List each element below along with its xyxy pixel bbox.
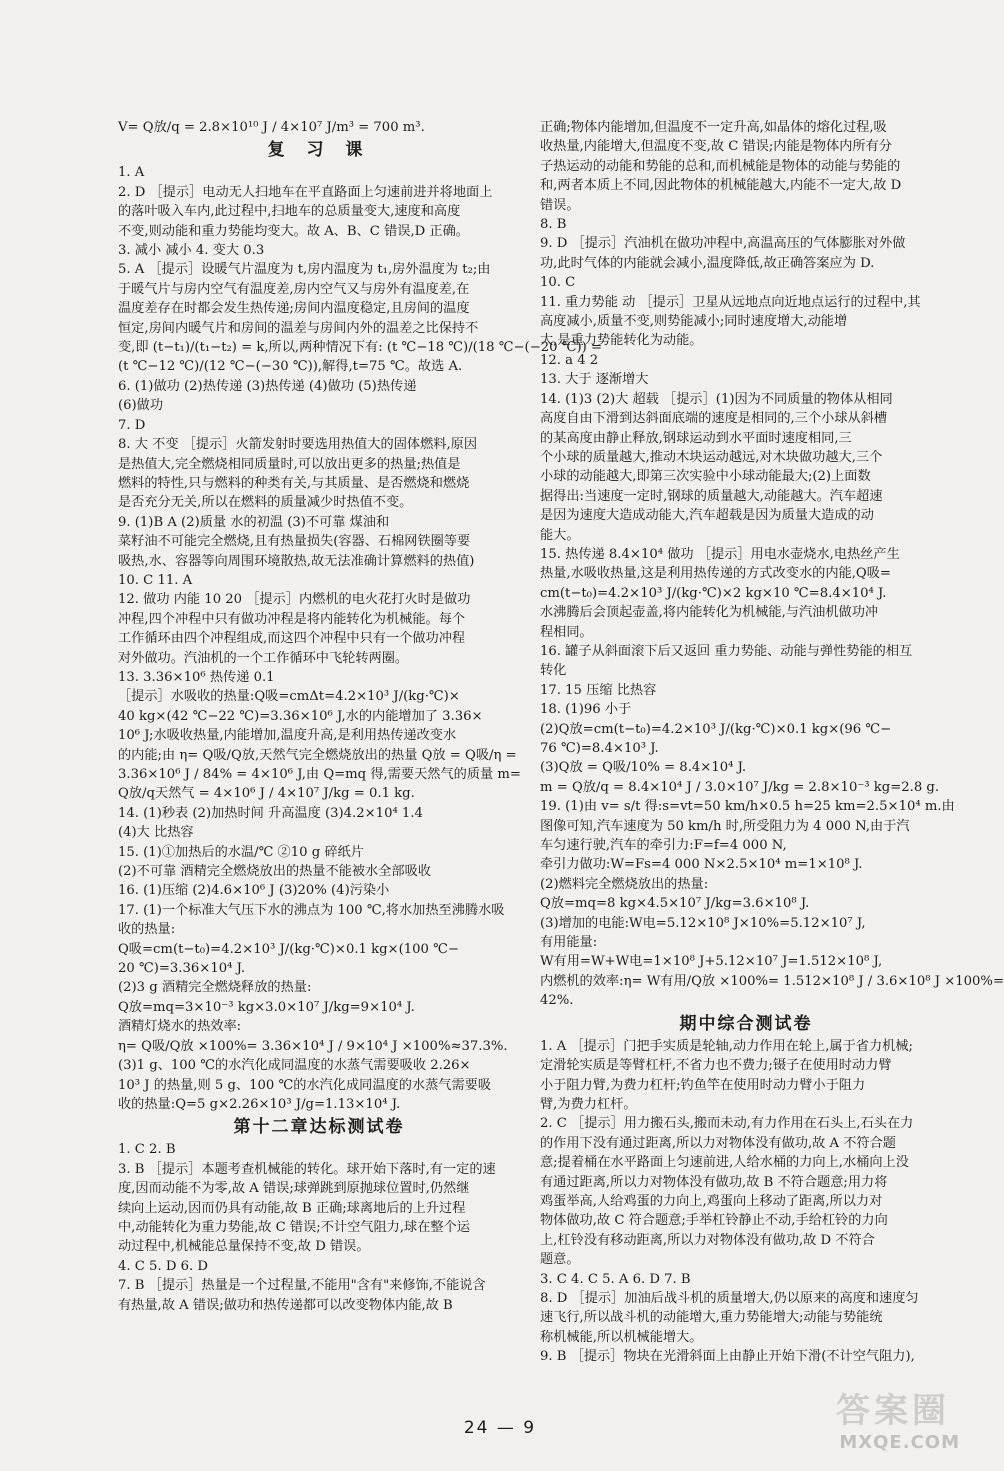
answer-line: (2)燃料完全燃烧放出的热量: [540, 876, 709, 892]
answer-line: 3. B ［提示］本题考查机械能的转化。球开始下落时,有一定的速 [118, 1161, 496, 1177]
answer-line: 是因为速度大造成动能大,汽车超载是因为质量大造成的动 [540, 508, 874, 524]
answer-line: 动过程中,机械能总量保持不变,故 D 错误。 [118, 1239, 370, 1255]
answer-line: W有用=W+W电=1×10⁸ J+5.12×10⁷ J=1.512×10⁸ J, [540, 954, 883, 970]
answer-line: Q吸=cm(t−t₀)=4.2×10³ J/(kg·℃)×0.1 kg×(100 ℃− [118, 941, 459, 957]
answer-line: 据得出:当速度一定时,钢球的质量越大,动能越大。汽车超速 [540, 488, 883, 504]
answer-line: Q放=mq=3×10⁻³ kg×3.0×10⁷ J/kg=9×10⁴ J. [118, 999, 415, 1015]
answer-line: 1. A [118, 165, 145, 181]
answer-line: (6)做功 [118, 398, 164, 414]
answer-line: 题意。 [540, 1252, 580, 1268]
answer-line: (3)增加的电能:W电=5.12×10⁸ J×10%=5.12×10⁷ J, [540, 915, 866, 931]
answer-line: 内燃机的效率:η= W有用/Q放 ×100%= 1.512×10⁸ J / 3.6×10⁸ J ×100%= [540, 973, 1004, 989]
answer-line: 中,动能转化为重力势能,故 C 错误;不计空气阻力,球在整个运 [118, 1219, 470, 1235]
answer-line: 有通过距离,所以力对物体没有做功,故 B 不符合题意;用力将 [540, 1174, 888, 1190]
answer-line: 续向上运动,因而仍具有动能,故 B 正确;球离地后的上升过程 [118, 1200, 466, 1216]
watermark-logo: 答案圈 [836, 1391, 950, 1431]
answer-line: 1. A ［提示］门把手实质是轮轴,动力作用在轮上,属于省力机械; [540, 1038, 914, 1054]
answer-line: Q放/q天然气 = 4×10⁶ J / 4×10⁷ J/kg = 0.1 kg. [118, 786, 415, 802]
answer-line: 42%. [540, 993, 574, 1009]
answer-line: 水沸腾后会顶起壶盖,将内能转化为机械能,与汽油机做功冲 [540, 605, 879, 621]
answer-line: 8. D ［提示］加油后战斗机的质量增大,仍以原来的高度和速度匀 [540, 1290, 919, 1306]
answer-line: 9. D ［提示］汽油机在做功冲程中,高温高压的气体膨胀对外做 [540, 236, 906, 252]
answer-line: 小于阻力臂,为费力杠杆;钓鱼竿在使用时动力臂小于阻力 [540, 1077, 866, 1093]
page-number: 24 — 9 [463, 1418, 537, 1438]
answer-line: (t ℃−12 ℃)/(12 ℃−(−30 ℃)),解得,t=75 ℃。故选 A. [118, 359, 463, 375]
answer-line: (2)不可靠 酒精完全燃烧放出的热量不能被水全部吸收 [118, 864, 431, 880]
answer-line: 3. 减小 减小 4. 变大 0.3 [118, 243, 265, 259]
answer-line: 40 kg×(42 ℃−22 ℃)=3.36×10⁶ J,水的内能增加了 3.36× [118, 708, 483, 724]
answer-line: 燃料的特性,只与燃料的种类有关,与其质量、是否燃烧和燃烧 [118, 475, 470, 491]
answer-line: (2)Q放=cm(t−t₀)=4.2×10³ J/(kg·℃)×0.1 kg×(96 ℃− [540, 721, 892, 737]
answer-line: 正确;物体内能增加,但温度不一定升高,如晶体的熔化过程,吸 [540, 120, 887, 135]
answer-line: 高度减小,质量不变,则势能减小;同时速度增大,动能增 [540, 314, 848, 330]
right-column [540, 118, 1004, 1367]
answer-line: 转化 [540, 663, 567, 679]
answer-line: 意;提着桶在水平路面上匀速前进,人给水桶的力向上,水桶向上没 [540, 1155, 909, 1171]
answer-line: 76 ℃)=8.4×10³ J. [540, 741, 659, 756]
answer-line: 14. (1)秒表 (2)加热时间 升高温度 (3)4.2×10⁴ 1.4 [118, 805, 423, 821]
answer-line: 错误。 [540, 197, 580, 213]
answer-line: 8. 大 不变 ［提示］火箭发射时要选用热值大的固体燃料,原因 [118, 437, 478, 453]
answer-line: 对外做功。汽油机的一个工作循环中飞轮转两圈。 [118, 650, 409, 666]
answer-line: (3)Q放 = Q吸/10% = 8.4×10⁴ J. [540, 760, 747, 776]
answer-line: 的某高度由静止释放,钢球运动到水平面时速度相同,三 [540, 430, 852, 446]
answer-line: 程相同。 [540, 624, 593, 640]
answer-line: 1. C 2. B [118, 1142, 176, 1158]
answer-line: 温度差存在时都会发生热传递;房间内温度稳定,且房间的温度 [118, 301, 470, 317]
answer-line: 10³ J 的热量,则 5 g、100 ℃的水汽化成同温度的水蒸气需要吸 [118, 1077, 492, 1093]
answer-line: 车匀速行驶,汽车的牵引力:F=f=4 000 N, [540, 838, 787, 854]
answer-line: 和,两者本质上不同,因此物体的机械能越大,内能不一定大,故 D [540, 178, 902, 194]
answer-line: 17. 15 压缩 比热容 [540, 682, 657, 698]
answer-line: V= Q放/q = 2.8×10¹⁰ J / 4×10⁷ J/m³ = 700 m³. [118, 120, 425, 135]
answer-line: 菜籽油不可能完全燃烧,且有热量损失(容器、石棉网铁圈等要 [118, 534, 471, 550]
answer-line: 7. B ［提示］热量是一个过程量,不能用"含有"来修饰,不能说含 [118, 1278, 486, 1294]
section-heading: 期中综合测试卷 [679, 1013, 813, 1034]
answer-line: 收的热量: [118, 922, 176, 938]
answer-line: 3. C 4. C 5. A 6. D 7. B [540, 1271, 691, 1287]
answer-line: 16. 罐子从斜面滚下后又返回 重力势能、动能与弹性势能的相互 [540, 643, 913, 659]
answer-line: 18. (1)96 小于 [540, 702, 632, 718]
answer-line: 定滑轮实质是等臂杠杆,不省力也不费力;镊子在使用时动力臂 [540, 1058, 892, 1074]
answer-line: 19. (1)由 v= s/t 得:s=vt=50 km/h×0.5 h=25 km=2.5×10⁴ m.由 [540, 799, 955, 815]
answer-line: 15. 热传递 8.4×10⁴ 做功 ［提示］用电水壶烧水,电热丝产生 [540, 546, 900, 562]
answer-line: 10. C [540, 275, 576, 291]
answer-line: 酒精灯烧水的热效率: [118, 1019, 242, 1035]
answer-line: 工作循环由四个冲程组成,而这四个冲程中只有一个做功冲程 [118, 631, 466, 647]
answer-line: 4. C 5. D 6. D [118, 1258, 208, 1274]
answer-line: 能大。 [540, 527, 580, 543]
answer-line: Q放=mq=8 kg×4.5×10⁷ J/kg=3.6×10⁸ J. [540, 896, 810, 912]
answer-line: 5. A ［提示］设暖气片温度为 t,房内温度为 t₁,房外温度为 t₂;由 [118, 262, 491, 278]
answer-line: 2. C ［提示］用力搬石头,搬而未动,有力作用在石头上,石头在力 [540, 1116, 914, 1132]
answer-line: 收热量,内能增大,但温度不变,故 C 错误;内能是物体内所有分 [540, 139, 892, 155]
answer-line: 的内能;由 η= Q吸/Q放,天然气完全燃烧放出的热量 Q放 = Q吸/η = [118, 747, 517, 763]
answer-line: 图像可知,汽车速度为 50 km/h 时,所受阻力为 4 000 N,由于汽 [540, 818, 910, 834]
answer-line: 上,杠铃没有移动距离,所以力对物体没有做功,故 D 不符合 [540, 1232, 875, 1248]
answer-line: 不变,则动能和重力势能均变大。故 A、B、C 错误,D 正确。 [118, 223, 469, 239]
answer-line: 恒定,房间内暖气片和房间的温差与房间内外的温差之比保持不 [118, 320, 479, 336]
answer-line: 物体做功,故 C 符合题意;手举杠铃静止不动,手给杠铃的力向 [540, 1213, 888, 1229]
answer-line: 16. (1)压缩 (2)4.6×10⁶ J (3)20% (4)污染小 [118, 883, 390, 899]
answer-line: 高度自由下滑到达斜面底端的速度是相同的,三个小球从斜槽 [540, 411, 888, 427]
answer-line: 个小球的质量越大,推动木块运动越远,对木块做功越大,三个 [540, 449, 883, 465]
answer-line: 臂,为费力杠杆。 [540, 1096, 637, 1112]
answer-line: 10. C 11. A [118, 572, 193, 588]
answer-line: 变,即 (t−t₁)/(t₁−t₂) = k,所以,两种情况下有: (t ℃−18 ℃)/(18 ℃−(−20 ℃)) = [118, 340, 603, 356]
answer-line: 13. 3.36×10⁶ 热传递 0.1 [118, 669, 275, 685]
watermark [750, 1383, 960, 1453]
answer-line: 小球的动能越大,即第三次实验中小球动能最大;(2)上面数 [540, 469, 871, 485]
answer-line: 子热运动的动能和势能的总和,而机械能是物体的动能与势能的 [540, 158, 901, 174]
answer-line: 度,因而动能不为零,故 A 错误;球弹跳到原抛球位置时,仍然继 [118, 1181, 470, 1197]
answer-line: 冲程,四个冲程中只有做功冲程是将内能转化为机械能。每个 [118, 611, 466, 627]
watermark-site: MXQE.COM [839, 1432, 960, 1453]
answer-line: 10⁶ J;水吸收热量,内能增加,温度升高,是利用热传递改变水 [118, 728, 457, 744]
answer-line: m = Q放/q = 8.4×10⁴ J / 3.0×10⁷ J/kg = 2.8×10⁻³ kg=2.8 g. [540, 779, 940, 795]
answer-line: 的作用下没有通过距离,所以力对物体没有做功,故 A 不符合题 [540, 1135, 896, 1151]
section-heading: 复 习 课 [267, 140, 371, 161]
answer-line: (4)大 比热容 [118, 825, 194, 841]
answer-line: 有用能量: [540, 935, 598, 951]
answer-line: 功,此时气体的内能就会减小,温度降低,故正确答案应为 D. [540, 255, 875, 271]
answer-line: 2. D ［提示］电动无人扫地车在平直路面上匀速前进并将地面上 [118, 184, 493, 200]
answer-line: 称机械能,所以机械能增大。 [540, 1329, 703, 1345]
answer-line: 12. a 4 2 [540, 352, 599, 368]
answer-line: 17. (1)一个标准大气压下水的沸点为 100 ℃,将水加热至沸腾水吸 [118, 902, 505, 918]
answer-line: 的落叶吸入车内,此过程中,扫地车的总质量变大,速度和高度 [118, 204, 461, 220]
answer-line: 9. B ［提示］物块在光滑斜面上由静止开始下滑(不计空气阻力), [540, 1349, 915, 1365]
answer-line: 有热量,故 A 错误;做功和热传递都可以改变物体内能,故 B [118, 1297, 453, 1313]
answer-line: 3.36×10⁶ J / 84% = 4×10⁶ J,由 Q=mq 得,需要天然气的质量 m= [118, 767, 521, 782]
answer-line: (2)3 g 酒精完全燃烧释放的热量: [118, 980, 312, 996]
answer-line: 是热值大,完全燃烧相同质量时,可以放出更多的热量;热值是 [118, 456, 461, 472]
answer-line: 20 ℃)=3.36×10⁴ J. [118, 961, 246, 977]
section-heading: 第十二章达标测试卷 [233, 1117, 405, 1138]
answer-line: 9. (1)B A (2)质量 水的初温 (3)不可靠 煤油和 [118, 514, 390, 530]
answer-line: 7. D [118, 417, 146, 433]
answer-line: 鸡蛋举高,人给鸡蛋的力向上,鸡蛋向上移动了距离,所以力对 [540, 1193, 883, 1209]
answer-line: 11. 重力势能 动 ［提示］卫星从远地点向近地点运行的过程中,其 [540, 294, 921, 310]
answer-line: ［提示］水吸收的热量:Q吸=cmΔt=4.2×10³ J/(kg·℃)× [118, 689, 460, 705]
answer-line: η= Q吸/Q放 ×100%= 3.36×10⁴ J / 9×10⁴ J ×100%≈37.3%. [118, 1038, 508, 1054]
answer-line: cm(t−t₀)=4.2×10³ J/(kg·℃)×2 kg×10 ℃=8.4×10⁴ J. [540, 585, 887, 601]
answer-line: 6. (1)做功 (2)热传递 (3)热传递 (4)做功 (5)热传递 [118, 378, 417, 394]
answer-line: 收的热量:Q=5 g×2.26×10³ J/g=1.13×10⁴ J. [118, 1096, 401, 1112]
answer-line: 8. B [540, 217, 567, 233]
answer-line: 牵引力做功:W=Fs=4 000 N×2.5×10⁴ m=1×10⁸ J. [540, 857, 863, 873]
answer-line: 15. (1)①加热后的水温/℃ ②10 g 碎纸片 [118, 844, 364, 860]
answer-line: 大,是重力势能转化为动能。 [540, 333, 703, 349]
answer-line: 热量,水吸收热量,这是利用热传递的方式改变水的内能,Q吸= [540, 566, 891, 582]
answer-line: 速飞行,所以战斗机的动能增大,重力势能增大;动能与势能统 [540, 1310, 883, 1326]
answer-line: 12. 做功 内能 10 20 ［提示］内燃机的电火花打火时是做功 [118, 592, 471, 608]
answer-line: (3)1 g、100 ℃的水汽化成同温度的水蒸气需要吸收 2.26× [118, 1058, 471, 1074]
answer-line: 13. 大于 逐渐增大 [540, 372, 649, 388]
answer-line: 14. (1)3 (2)大 超载 ［提示］(1)因为不同质量的物体从相同 [540, 391, 893, 407]
answer-line: 于暖气片与房内空气有温度差,房内空气又与房外有温度差,在 [118, 281, 470, 297]
answer-line: 吸热,水、容器等向周围环境散热,故无法准确计算燃料的热值) [118, 553, 475, 569]
answer-line: 是否充分无关,所以在燃料的质量减少时热值不变。 [118, 495, 413, 511]
